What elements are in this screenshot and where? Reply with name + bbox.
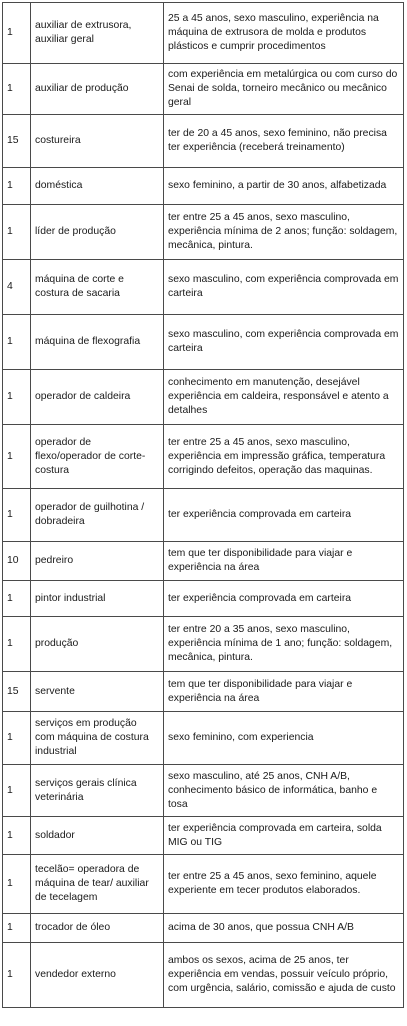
table-row	[3, 370, 404, 425]
vacancy-count: 15	[3, 115, 31, 168]
job-title: trocador de óleo	[31, 914, 164, 943]
vacancy-count: 10	[3, 542, 31, 581]
vacancy-count: 1	[3, 855, 31, 914]
job-requirements: ter experiência comprovada em carteira	[164, 581, 404, 617]
vacancy-count: 1	[3, 914, 31, 943]
job-requirements: 25 a 45 anos, sexo masculino, experiência na máquina de extrusora de molda e produtos plásticos e cumprir procedimentos	[164, 3, 404, 64]
table-row	[3, 817, 404, 855]
table-row	[3, 3, 404, 64]
table-row	[3, 260, 404, 315]
job-requirements: ter entre 25 a 45 anos, sexo masculino, experiência em impressão gráfica, temperatura corrigindo defeitos, operação das maquinas.	[164, 425, 404, 489]
table-row	[3, 315, 404, 370]
job-requirements: ter experiência comprovada em carteira	[164, 489, 404, 542]
job-title: servente	[31, 672, 164, 712]
vacancy-count: 15	[3, 672, 31, 712]
job-requirements: sexo masculino, com experiência comprovada em carteira	[164, 260, 404, 315]
job-title: operador de guilhotina / dobradeira	[31, 489, 164, 542]
job-title: costureira	[31, 115, 164, 168]
table-row	[3, 855, 404, 914]
job-requirements: com experiência em metalúrgica ou com curso do Senai de solda, torneiro mecânico ou mecânico geral	[164, 64, 404, 115]
job-title: soldador	[31, 817, 164, 855]
job-title: auxiliar de extrusora, auxiliar geral	[31, 3, 164, 64]
table-row	[3, 205, 404, 260]
job-title: serviços em produção com máquina de costura industrial	[31, 712, 164, 765]
vacancy-count: 1	[3, 315, 31, 370]
vacancy-count: 1	[3, 817, 31, 855]
vacancy-count: 1	[3, 489, 31, 542]
table-row	[3, 914, 404, 943]
vacancy-count: 1	[3, 205, 31, 260]
job-title: tecelão= operadora de máquina de tear/ auxiliar de tecelagem	[31, 855, 164, 914]
job-requirements: ambos os sexos, acima de 25 anos, ter experiência em vendas, possuir veículo próprio, com urgência, salário, comissão e ajuda de custo	[164, 943, 404, 1008]
job-title: doméstica	[31, 168, 164, 205]
vacancy-count: 1	[3, 943, 31, 1008]
job-requirements: sexo feminino, a partir de 30 anos, alfabetizada	[164, 168, 404, 205]
table-row	[3, 765, 404, 817]
vacancy-count: 1	[3, 617, 31, 672]
job-requirements: conhecimento em manutenção, desejável experiência em caldeira, responsável e atento a detalhes	[164, 370, 404, 425]
job-requirements: tem que ter disponibilidade para viajar e experiência na área	[164, 672, 404, 712]
job-title: líder de produção	[31, 205, 164, 260]
table-row	[3, 672, 404, 712]
table-row	[3, 168, 404, 205]
vacancy-count: 4	[3, 260, 31, 315]
job-requirements: sexo masculino, com experiência comprovada em carteira	[164, 315, 404, 370]
table-row	[3, 712, 404, 765]
job-title: pintor industrial	[31, 581, 164, 617]
table-row	[3, 581, 404, 617]
vacancy-count: 1	[3, 425, 31, 489]
table-row	[3, 115, 404, 168]
job-title: auxiliar de produção	[31, 64, 164, 115]
table-row	[3, 425, 404, 489]
job-title: vendedor externo	[31, 943, 164, 1008]
job-requirements: ter experiência comprovada em carteira, solda MIG ou TIG	[164, 817, 404, 855]
table-row	[3, 943, 404, 1008]
job-title: produção	[31, 617, 164, 672]
vacancy-count: 1	[3, 168, 31, 205]
vacancy-count: 1	[3, 712, 31, 765]
job-title: serviços gerais clínica veterinária	[31, 765, 164, 817]
vacancy-count: 1	[3, 581, 31, 617]
job-requirements: ter de 20 a 45 anos, sexo feminino, não precisa ter experiência (receberá treinamento)	[164, 115, 404, 168]
job-title: operador de flexo/operador de corte-costura	[31, 425, 164, 489]
job-requirements: ter entre 25 a 45 anos, sexo feminino, aquele experiente em tecer produtos elaborados.	[164, 855, 404, 914]
table-row	[3, 489, 404, 542]
vacancy-count: 1	[3, 3, 31, 64]
table-row	[3, 542, 404, 581]
table-row	[3, 64, 404, 115]
table-row	[3, 617, 404, 672]
vacancy-count: 1	[3, 370, 31, 425]
job-title: operador de caldeira	[31, 370, 164, 425]
job-requirements: ter entre 25 a 45 anos, sexo masculino, experiência mínima de 2 anos; função: soldagem, mecânica, pintura.	[164, 205, 404, 260]
job-requirements: tem que ter disponibilidade para viajar e experiência na área	[164, 542, 404, 581]
job-requirements: acima de 30 anos, que possua CNH A/B	[164, 914, 404, 943]
job-title: máquina de corte e costura de sacaria	[31, 260, 164, 315]
vacancy-count: 1	[3, 765, 31, 817]
job-vacancies-table	[2, 2, 404, 1008]
job-requirements: ter entre 20 a 35 anos, sexo masculino, experiência mínima de 1 ano; função: soldagem, mecânica, pintura.	[164, 617, 404, 672]
job-requirements: sexo masculino, até 25 anos, CNH A/B, conhecimento básico de informática, banho e tosa	[164, 765, 404, 817]
job-title: máquina de flexografia	[31, 315, 164, 370]
vacancy-count: 1	[3, 64, 31, 115]
job-requirements: sexo feminino, com experiencia	[164, 712, 404, 765]
job-title: pedreiro	[31, 542, 164, 581]
